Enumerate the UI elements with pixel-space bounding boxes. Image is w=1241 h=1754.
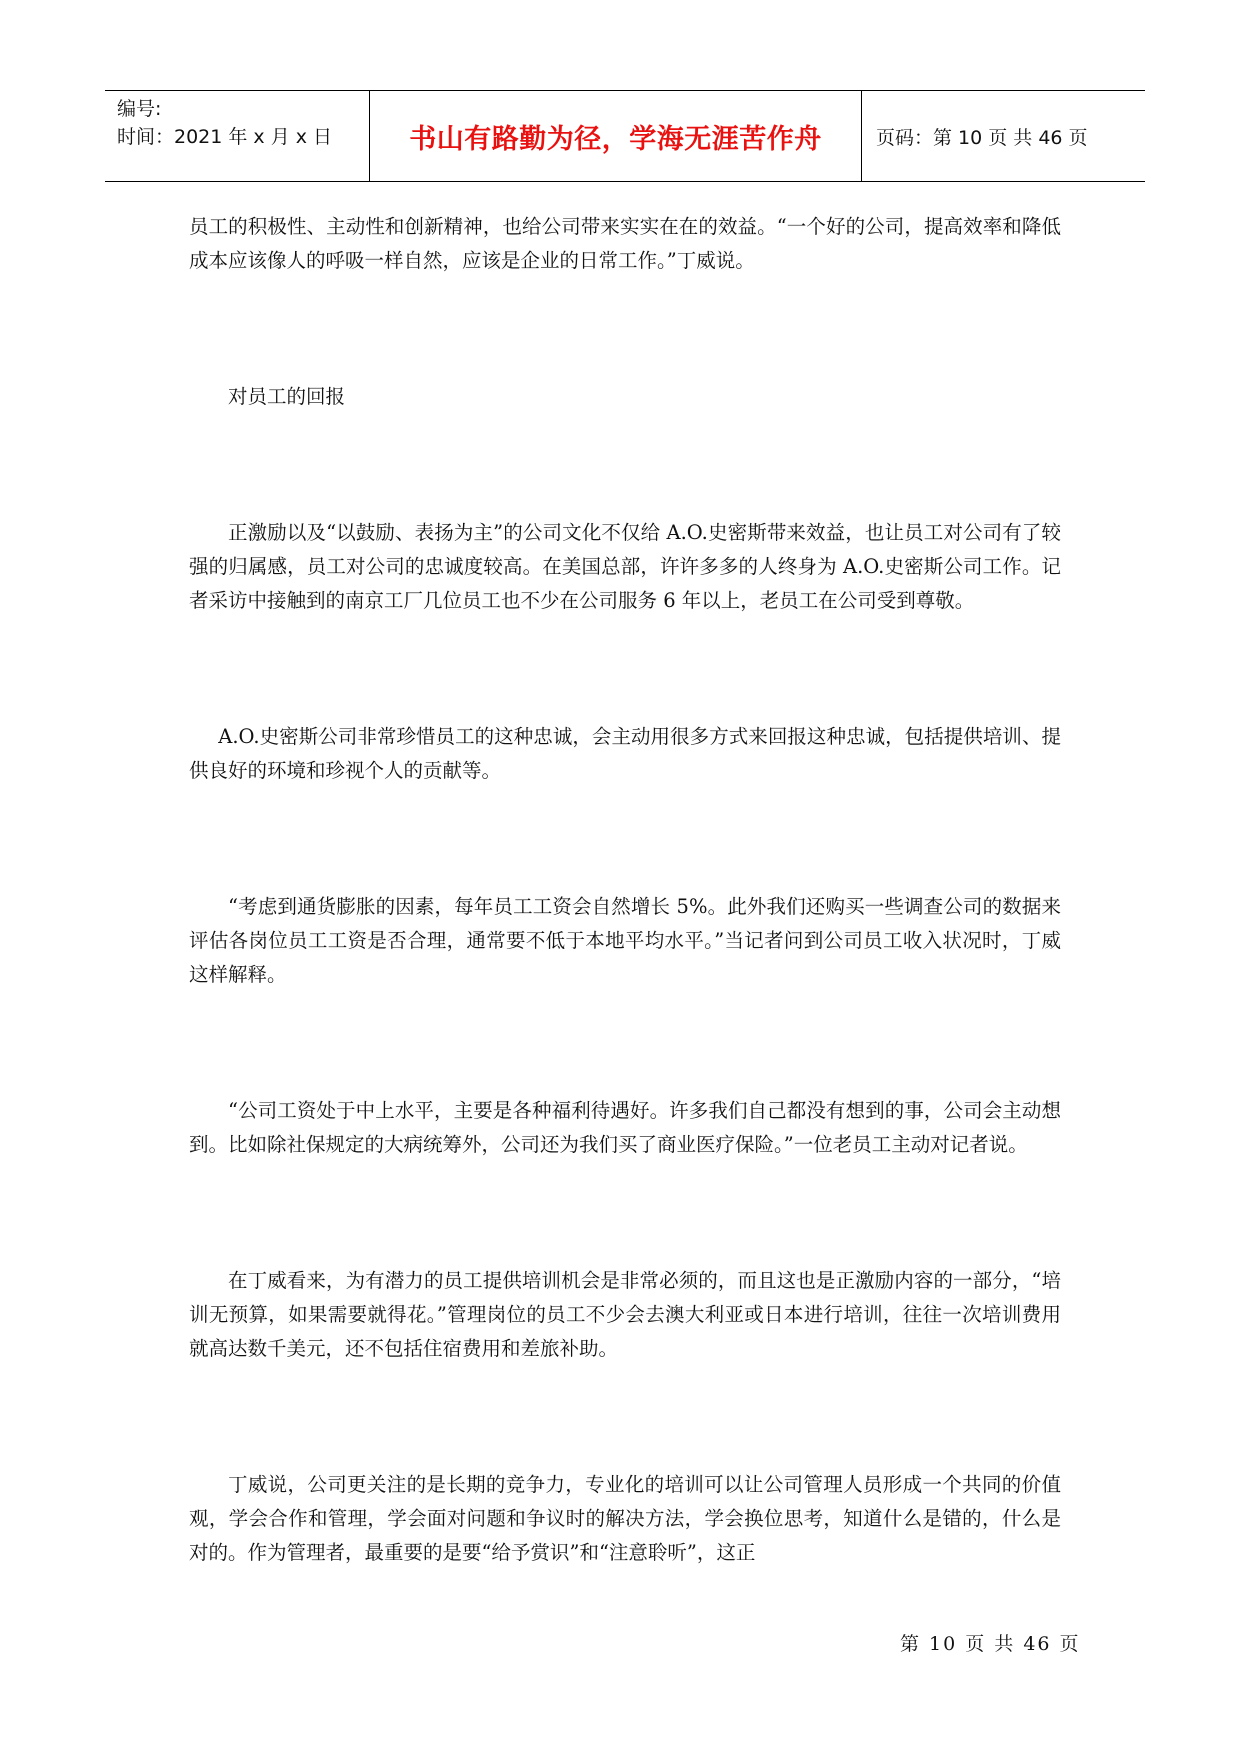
document-body xyxy=(189,210,1061,1570)
paragraph-continuation: 员工的积极性、主动性和创新精神，也给公司带来实实在在的效益。“一个好的公司，提高效率和降低成本应该像人的呼吸一样自然，应该是企业的日常工作。”丁威说。 xyxy=(189,215,1061,272)
paragraph: 正激励以及“以鼓励、表扬为主”的公司文化不仅给 A.O.史密斯带来效益，也让员工对公司有了较强的归属感，员工对公司的忠诚度较高。在美国总部，许许多多的人终身为 A.O.史密斯公司工作。记者采访中接触到的南京工厂几位员工也不少在公司服务 6 年以上，老员工在公司受到尊敬。 xyxy=(189,521,1061,612)
header-motto-cell xyxy=(370,91,862,181)
page-footer: 第 10 页 共 46 页 xyxy=(900,1633,1081,1655)
serial-number-label: 编号: xyxy=(117,98,162,120)
header-meta xyxy=(105,91,370,181)
motto-text: 书山有路勤为径，学海无涯苦作舟 xyxy=(409,123,822,155)
paragraph: 在丁威看来，为有潜力的员工提供培训机会是非常必须的，而且这也是正激励内容的一部分，“培训无预算，如果需要就得花。”管理岗位的员工不少会去澳大利亚或日本进行培训，往往一次培训费用就高达数千美元，还不包括住宿费用和差旅补助。 xyxy=(189,1269,1061,1360)
paragraph: A.O.史密斯公司非常珍惜员工的这种忠诚，会主动用很多方式来回报这种忠诚，包括提供培训、提供良好的环境和珍视个人的贡献等。 xyxy=(189,725,1061,782)
date-label: 时间：2021 年 x 月 x 日 xyxy=(117,126,333,148)
paragraph: “考虑到通货膨胀的因素，每年员工工资会自然增长 5%。此外我们还购买一些调查公司的数据来评估各岗位员工工资是否合理，通常要不低于本地平均水平。”当记者问到公司员工收入状况时，丁威这样解释。 xyxy=(189,895,1061,986)
paragraph: 丁威说，公司更关注的是长期的竞争力，专业化的培训可以让公司管理人员形成一个共同的价值观，学会合作和管理，学会面对问题和争议时的解决方法，学会换位思考，知道什么是错的，什么是对的。作为管理者，最重要的是要“给予赏识”和“注意聆听”，这正 xyxy=(189,1473,1061,1564)
page-number-label: 页码：第 10 页 共 46 页 xyxy=(876,126,1088,149)
page-header xyxy=(105,90,1145,182)
section-heading: 对员工的回报 xyxy=(228,385,346,408)
paragraph: “公司工资处于中上水平，主要是各种福利待遇好。许多我们自己都没有想到的事，公司会主动想到。比如除社保规定的大病统筹外，公司还为我们买了商业医疗保险。”一位老员工主动对记者说。 xyxy=(189,1099,1061,1156)
header-page-cell xyxy=(862,91,1145,181)
